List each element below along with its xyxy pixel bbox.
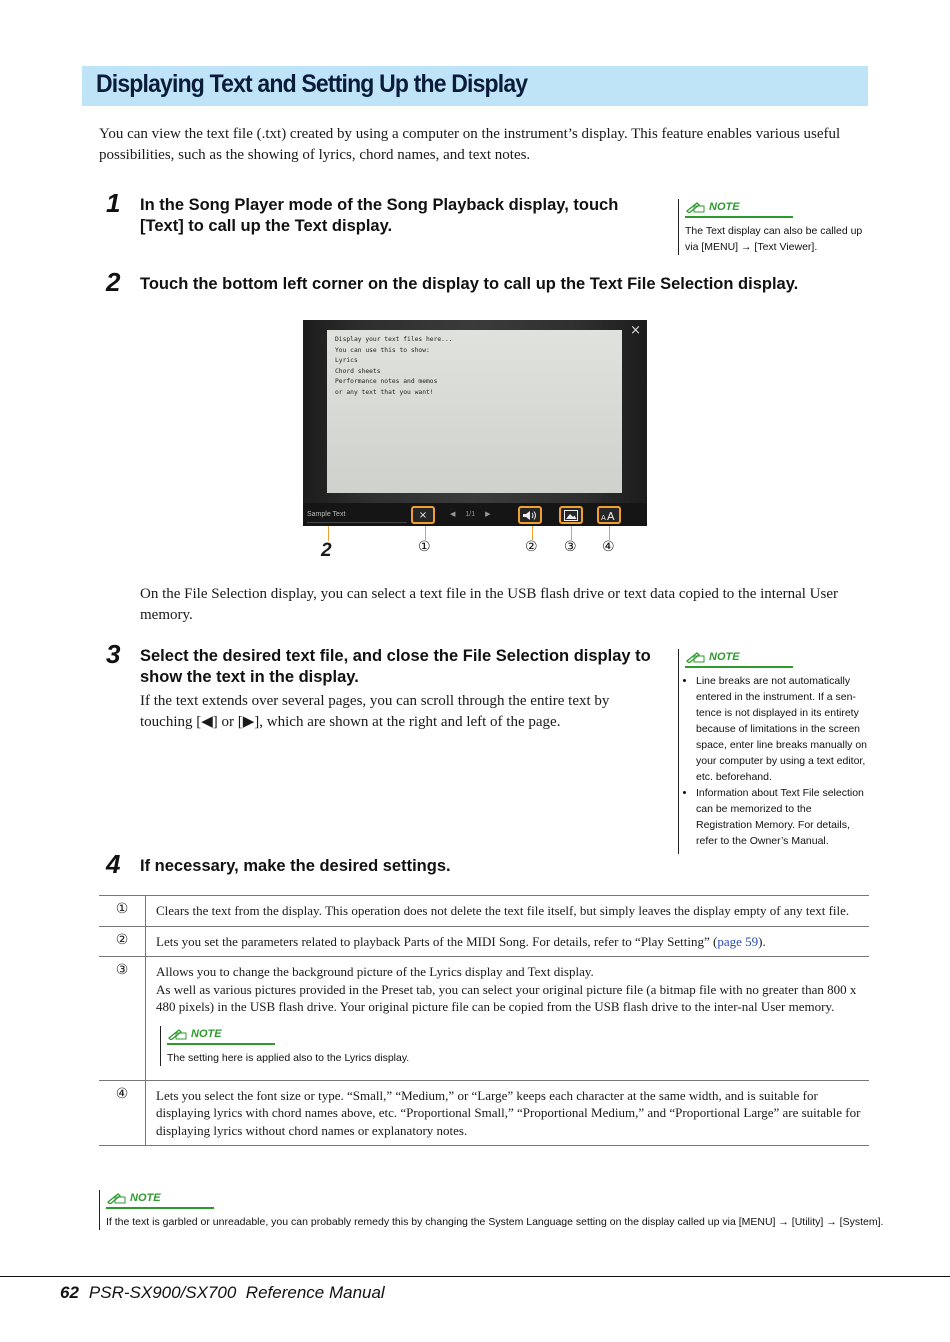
step-2-title: Touch the bottom left corner on the display to call up the Text File Selection display. <box>140 275 799 293</box>
callout-leader-2b <box>532 526 533 540</box>
text-line: Performance notes and memos <box>335 378 438 385</box>
background-picture-button[interactable] <box>559 506 583 524</box>
text-line: or any text that you want! <box>335 388 434 396</box>
note-text: If the text is garbled or unreadable, you can probably remedy this by changing the System Language setting on the display called up via [MENU] → [Utility] → [System]. <box>106 1216 884 1228</box>
step-1-number: 1 <box>106 188 121 218</box>
step-4-number: 4 <box>106 849 121 879</box>
note-text: The Text display can also be called up via [MENU] → [Text Viewer]. <box>685 225 863 253</box>
row-text: Lets you set the parameters related to playback Parts of the MIDI Song. For details, refer to “Play Setting” ( <box>156 933 718 949</box>
row-number: ③ <box>99 957 146 1081</box>
note-label: NOTE <box>130 1192 161 1204</box>
callout-leader-2 <box>328 526 329 541</box>
note-heading <box>106 1190 214 1209</box>
pencil-note-icon <box>167 1028 187 1040</box>
callout-2: ② <box>525 539 538 555</box>
text-display-screenshot <box>303 320 647 526</box>
row-description: Clears the text from the display. This operation does not delete the text file itself, but simply leaves the display empty of any text file. <box>146 896 870 927</box>
row-number: ④ <box>99 1080 146 1146</box>
picture-icon <box>564 510 578 521</box>
page-number: 62 <box>60 1283 79 1302</box>
step-1-title: In the Song Player mode of the Song Playback display, touch [Text] to call up the Text display. <box>140 196 619 235</box>
intro-paragraph: You can view the text file (.txt) created by using a computer on the instrument’s display. This feature enables various useful possibilities, such as the showing of lyrics, chord names, and text notes. <box>99 126 841 163</box>
callout-step-2: 2 <box>321 540 332 561</box>
note-label: NOTE <box>709 201 740 213</box>
note-heading <box>685 199 793 218</box>
section-title: Displaying Text and Setting Up the Display <box>96 70 528 98</box>
page-footer <box>60 1283 385 1303</box>
text-line: Chord sheets <box>335 367 381 375</box>
row-description: Lets you select the font size or type. “Small,” “Medium,” or “Large” keeps each character at the same width, and is suitable for displaying lyrics with chord names above, etc. “Proportional Small,” “Proportional Medium,” and “Proportional Large” are suitable for displaying lyrics without chord names or explanatory notes. <box>146 1080 870 1146</box>
table-row <box>99 926 869 957</box>
note-heading <box>685 649 793 668</box>
callout-leader-1 <box>425 526 426 540</box>
settings-table <box>99 895 869 1146</box>
svg-text:A: A <box>607 509 615 521</box>
section-title-bar <box>82 66 868 106</box>
page-link[interactable]: page 59 <box>717 933 759 949</box>
table-row <box>99 957 869 1081</box>
svg-text:A: A <box>601 513 606 521</box>
page-navigator <box>450 507 491 523</box>
note-text: The setting here is applied also to the Lyrics display. <box>167 1051 410 1064</box>
row-description <box>146 957 870 1081</box>
note-item: • Line breaks are not automatically entered in the instrument. If a sen-tence is not displayed in its entirety because of limitations in the screen space, enter line breaks manually on your computer by using a text editor, etc. beforehand. <box>696 673 867 785</box>
text-display-toolbar <box>303 503 647 526</box>
row-description <box>146 926 870 957</box>
note-bottom <box>99 1190 886 1230</box>
next-page-arrow-icon[interactable]: ▶ <box>485 511 491 518</box>
prev-page-arrow-icon[interactable]: ◀ <box>450 511 456 518</box>
row-number: ① <box>99 896 146 927</box>
pencil-note-icon <box>106 1192 126 1204</box>
font-size-icon <box>601 510 617 521</box>
step-3-body: If the text extends over several pages, you can scroll through the entire text by touching [◀] or [▶], which are shown at the right and left of the page. <box>140 693 610 730</box>
note-list <box>685 673 867 849</box>
font-size-button[interactable] <box>597 506 621 524</box>
step-3-number: 3 <box>106 639 121 669</box>
pencil-note-icon <box>685 201 705 213</box>
table-row <box>99 896 869 927</box>
pencil-note-icon <box>685 651 705 663</box>
row-text: ). <box>758 933 766 949</box>
text-file-selector[interactable]: Sample Text <box>307 509 407 523</box>
screen-close-icon[interactable]: × <box>630 323 641 338</box>
row-text: Allows you to change the background picture of the Lyrics display and Text display. <box>156 964 594 979</box>
note-step-3 <box>678 649 867 854</box>
clear-text-button[interactable]: × <box>411 506 435 524</box>
callout-leader-4 <box>609 526 610 540</box>
step-2-number: 2 <box>106 267 121 297</box>
note-label: NOTE <box>191 1027 222 1040</box>
callout-3: ③ <box>564 539 577 555</box>
speaker-icon <box>522 510 538 521</box>
row-number: ② <box>99 926 146 957</box>
text-page <box>327 330 622 493</box>
note-heading <box>167 1026 275 1045</box>
file-selection-paragraph: On the File Selection display, you can select a text file in the USB flash drive or text data copied to the internal User memory. <box>140 586 838 623</box>
play-setting-button[interactable] <box>518 506 542 524</box>
table-row <box>99 1080 869 1146</box>
text-line: You can use this to show: <box>335 346 430 354</box>
note-step-1 <box>678 199 865 255</box>
step-3-title: Select the desired text file, and close the File Selection display to show the text in the display. <box>140 647 651 686</box>
note-picture <box>160 1026 417 1066</box>
note-label: NOTE <box>709 651 740 663</box>
text-line: Display your text files here... <box>335 336 453 343</box>
note-item: • Information about Text File selection can be memorized to the Registration Memory. For details, refer to the Owner’s Manual. <box>696 785 867 849</box>
callout-leader-3 <box>571 526 572 540</box>
page-indicator: 1/1 <box>465 511 476 518</box>
step-4-title: If necessary, make the desired settings. <box>140 857 451 875</box>
manual-title: PSR-SX900/SX700 Reference Manual <box>88 1283 385 1302</box>
row-text: As well as various pictures provided in the Preset tab, you can select your original picture file (a bitmap file with no greater than 800 x 480 pixels) in the USB flash drive. Your original picture file can be copied from the USB flash drive to the inter-nal User memory. <box>156 981 857 1014</box>
footer-rule <box>0 1276 950 1277</box>
callout-1: ① <box>418 539 431 555</box>
text-line: Lyrics <box>335 357 358 364</box>
callout-4: ④ <box>602 539 615 555</box>
